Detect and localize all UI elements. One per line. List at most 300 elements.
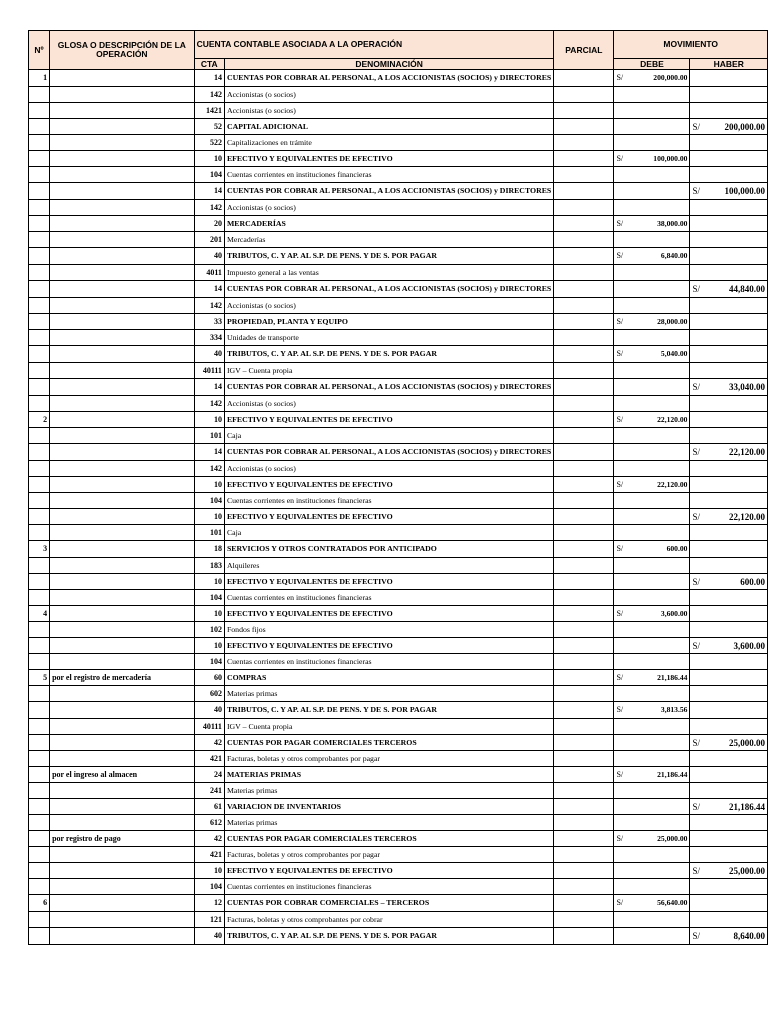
cell-parcial	[554, 493, 614, 509]
cell-debe	[614, 799, 690, 815]
cell-debe	[614, 525, 690, 541]
journal-table	[28, 30, 768, 945]
cell-no	[29, 428, 50, 444]
cell-denominacion: IGV – Cuenta propia	[224, 363, 553, 379]
header-haber: HABER	[690, 59, 768, 70]
table-row	[29, 135, 768, 151]
cell-parcial	[554, 815, 614, 831]
cell-denominacion: CUENTAS POR COBRAR AL PERSONAL, A LOS ACCIONISTAS (SOCIOS) y DIRECTORES	[224, 444, 553, 461]
cell-cta: 10	[194, 477, 224, 493]
currency-symbol: S/	[692, 511, 700, 522]
cell-debe	[614, 330, 690, 346]
cell-glosa	[50, 330, 195, 346]
cell-haber	[690, 135, 768, 151]
cell-haber	[690, 167, 768, 183]
cell-debe	[614, 119, 690, 135]
cell-debe	[614, 216, 690, 232]
cell-cta: 14	[194, 444, 224, 461]
cell-no	[29, 654, 50, 670]
cell-glosa	[50, 847, 195, 863]
cell-no	[29, 879, 50, 895]
cell-denominacion: Fondos fijos	[224, 622, 553, 638]
haber-amount: 100,000.00	[724, 186, 765, 196]
cell-glosa	[50, 248, 195, 265]
cell-denominacion: TRIBUTOS, C. Y AP. AL S.P. DE PENS. Y DE S. POR PAGAR	[224, 346, 553, 363]
cell-denominacion: Caja	[224, 428, 553, 444]
cell-glosa	[50, 879, 195, 895]
header-cta: CTA	[194, 59, 224, 70]
currency-symbol: S/	[616, 316, 624, 326]
currency-symbol: S/	[616, 769, 624, 779]
cell-no	[29, 735, 50, 751]
cell-cta: 142	[194, 461, 224, 477]
cell-parcial	[554, 412, 614, 428]
cell-debe	[614, 670, 690, 686]
table-row	[29, 379, 768, 396]
cell-parcial	[554, 87, 614, 103]
table-row	[29, 783, 768, 799]
cell-denominacion: EFECTIVO Y EQUIVALENTES DE EFECTIVO	[224, 412, 553, 428]
cell-cta: 101	[194, 428, 224, 444]
cell-denominacion: Materias primas	[224, 686, 553, 702]
cell-denominacion: EFECTIVO Y EQUIVALENTES DE EFECTIVO	[224, 509, 553, 525]
cell-glosa	[50, 638, 195, 654]
cell-no	[29, 847, 50, 863]
cell-debe	[614, 751, 690, 767]
cell-cta: 104	[194, 167, 224, 183]
cell-no	[29, 87, 50, 103]
cell-no: 3	[29, 541, 50, 558]
cell-glosa	[50, 928, 195, 945]
cell-haber	[690, 248, 768, 265]
cell-glosa	[50, 719, 195, 735]
cell-haber	[690, 346, 768, 363]
cell-haber	[690, 281, 768, 298]
cell-cta: 14	[194, 281, 224, 298]
cell-glosa: por el registro de mercadería	[50, 670, 195, 686]
table-row	[29, 396, 768, 412]
currency-symbol: S/	[616, 251, 624, 260]
table-row	[29, 574, 768, 590]
table-row	[29, 232, 768, 248]
table-row	[29, 509, 768, 525]
cell-no	[29, 151, 50, 167]
cell-cta: 10	[194, 151, 224, 167]
cell-cta: 12	[194, 895, 224, 912]
debe-amount: 28,000.00	[657, 316, 688, 326]
cell-haber	[690, 815, 768, 831]
cell-no	[29, 702, 50, 719]
cell-cta: 121	[194, 912, 224, 928]
cell-parcial	[554, 767, 614, 783]
cell-denominacion: SERVICIOS Y OTROS CONTRATADOS POR ANTICIPADO	[224, 541, 553, 558]
cell-debe	[614, 590, 690, 606]
cell-cta: 40	[194, 346, 224, 363]
cell-glosa	[50, 895, 195, 912]
cell-debe	[614, 574, 690, 590]
haber-amount: 22,120.00	[729, 511, 765, 522]
cell-no	[29, 574, 50, 590]
table-row	[29, 248, 768, 265]
cell-denominacion: Accionistas (o socios)	[224, 103, 553, 119]
cell-glosa	[50, 622, 195, 638]
cell-debe	[614, 444, 690, 461]
cell-debe	[614, 298, 690, 314]
cell-no: 1	[29, 70, 50, 87]
table-row	[29, 702, 768, 719]
cell-haber	[690, 879, 768, 895]
cell-glosa	[50, 493, 195, 509]
cell-no	[29, 590, 50, 606]
cell-haber	[690, 799, 768, 815]
cell-debe	[614, 265, 690, 281]
cell-cta: 40	[194, 702, 224, 719]
cell-parcial	[554, 702, 614, 719]
cell-haber	[690, 767, 768, 783]
cell-debe	[614, 379, 690, 396]
cell-haber	[690, 558, 768, 574]
cell-cta: 104	[194, 493, 224, 509]
cell-parcial	[554, 363, 614, 379]
cell-parcial	[554, 847, 614, 863]
table-row	[29, 831, 768, 847]
cell-glosa	[50, 412, 195, 428]
cell-haber	[690, 509, 768, 525]
cell-debe	[614, 815, 690, 831]
cell-haber	[690, 87, 768, 103]
cell-denominacion: Facturas, boletas y otros comprobantes por pagar	[224, 847, 553, 863]
cell-haber	[690, 654, 768, 670]
cell-debe	[614, 702, 690, 719]
cell-parcial	[554, 719, 614, 735]
currency-symbol: S/	[616, 672, 624, 682]
cell-denominacion: EFECTIVO Y EQUIVALENTES DE EFECTIVO	[224, 477, 553, 493]
table-row	[29, 928, 768, 945]
table-row	[29, 654, 768, 670]
currency-symbol: S/	[692, 801, 700, 812]
cell-parcial	[554, 396, 614, 412]
cell-cta: 142	[194, 87, 224, 103]
cell-denominacion: CUENTAS POR COBRAR AL PERSONAL, A LOS ACCIONISTAS (SOCIOS) y DIRECTORES	[224, 183, 553, 200]
cell-cta: 10	[194, 638, 224, 654]
cell-denominacion: EFECTIVO Y EQUIVALENTES DE EFECTIVO	[224, 606, 553, 622]
cell-no	[29, 396, 50, 412]
table-row	[29, 298, 768, 314]
cell-glosa	[50, 70, 195, 87]
cell-debe	[614, 928, 690, 945]
table-row	[29, 686, 768, 702]
table-row	[29, 638, 768, 654]
haber-amount: 200,000.00	[724, 121, 765, 132]
cell-parcial	[554, 509, 614, 525]
currency-symbol: S/	[616, 414, 624, 424]
cell-debe	[614, 735, 690, 751]
cell-cta: 40111	[194, 719, 224, 735]
cell-debe	[614, 638, 690, 654]
cell-cta: 40	[194, 928, 224, 945]
table-row	[29, 735, 768, 751]
cell-cta: 52	[194, 119, 224, 135]
cell-denominacion: PROPIEDAD, PLANTA Y EQUIPO	[224, 314, 553, 330]
haber-amount: 33,040.00	[729, 382, 765, 392]
debe-amount: 38,000.00	[657, 218, 688, 228]
cell-no	[29, 281, 50, 298]
cell-debe	[614, 783, 690, 799]
cell-no: 4	[29, 606, 50, 622]
cell-no	[29, 330, 50, 346]
table-row	[29, 346, 768, 363]
table-row	[29, 541, 768, 558]
cell-glosa	[50, 265, 195, 281]
cell-parcial	[554, 654, 614, 670]
cell-no: 2	[29, 412, 50, 428]
cell-parcial	[554, 265, 614, 281]
table-row	[29, 200, 768, 216]
cell-denominacion: MERCADERÍAS	[224, 216, 553, 232]
cell-parcial	[554, 622, 614, 638]
cell-no	[29, 379, 50, 396]
cell-haber	[690, 444, 768, 461]
debe-amount: 21,186.44	[657, 672, 688, 682]
cell-glosa	[50, 574, 195, 590]
cell-debe	[614, 477, 690, 493]
cell-cta: 61	[194, 799, 224, 815]
cell-haber	[690, 702, 768, 719]
header-glosa: GLOSA O DESCRIPCIÓN DE LA OPERACIÓN	[50, 31, 195, 70]
cell-denominacion: IGV – Cuenta propia	[224, 719, 553, 735]
cell-haber	[690, 622, 768, 638]
cell-glosa	[50, 558, 195, 574]
cell-no	[29, 525, 50, 541]
cell-haber	[690, 183, 768, 200]
cell-no	[29, 248, 50, 265]
cell-glosa	[50, 444, 195, 461]
cell-parcial	[554, 541, 614, 558]
cell-denominacion: VARIACION DE INVENTARIOS	[224, 799, 553, 815]
cell-glosa	[50, 346, 195, 363]
cell-debe	[614, 412, 690, 428]
haber-amount: 600.00	[740, 576, 765, 587]
cell-haber	[690, 265, 768, 281]
cell-no	[29, 346, 50, 363]
cell-debe	[614, 314, 690, 330]
cell-haber	[690, 477, 768, 493]
currency-symbol: S/	[692, 284, 700, 294]
cell-no	[29, 558, 50, 574]
cell-glosa: por registro de pago	[50, 831, 195, 847]
cell-glosa	[50, 461, 195, 477]
cell-debe	[614, 863, 690, 879]
cell-no	[29, 831, 50, 847]
debe-amount: 6,840.00	[660, 251, 688, 260]
debe-amount: 56,640.00	[657, 898, 688, 907]
header-movimiento: MOVIMIENTO	[614, 31, 768, 59]
table-row	[29, 606, 768, 622]
cell-denominacion: Facturas, boletas y otros comprobantes por cobrar	[224, 912, 553, 928]
cell-parcial	[554, 200, 614, 216]
table-row	[29, 670, 768, 686]
cell-debe	[614, 135, 690, 151]
cell-cta: 142	[194, 396, 224, 412]
cell-debe	[614, 767, 690, 783]
cell-cta: 421	[194, 847, 224, 863]
cell-denominacion: CAPITAL ADICIONAL	[224, 119, 553, 135]
debe-amount: 3,813.56	[660, 705, 688, 714]
cell-parcial	[554, 167, 614, 183]
cell-parcial	[554, 783, 614, 799]
debe-amount: 25,000.00	[657, 833, 688, 843]
debe-amount: 21,186.44	[657, 769, 688, 779]
cell-cta: 42	[194, 831, 224, 847]
currency-symbol: S/	[616, 898, 624, 907]
cell-cta: 14	[194, 379, 224, 396]
cell-cta: 10	[194, 574, 224, 590]
cell-debe	[614, 87, 690, 103]
cell-denominacion: Unidades de transporte	[224, 330, 553, 346]
cell-denominacion: Cuentas corrientes en instituciones financieras	[224, 879, 553, 895]
header-cuenta: CUENTA CONTABLE ASOCIADA A LA OPERACIÓN	[194, 31, 554, 59]
cell-parcial	[554, 928, 614, 945]
table-row	[29, 444, 768, 461]
cell-parcial	[554, 330, 614, 346]
cell-glosa	[50, 200, 195, 216]
cell-cta: 40	[194, 248, 224, 265]
currency-symbol: S/	[616, 544, 624, 553]
cell-glosa	[50, 815, 195, 831]
table-row	[29, 863, 768, 879]
cell-parcial	[554, 558, 614, 574]
table-row	[29, 119, 768, 135]
cell-haber	[690, 590, 768, 606]
cell-denominacion: Cuentas corrientes en instituciones financieras	[224, 654, 553, 670]
cell-cta: 104	[194, 590, 224, 606]
cell-cta: 1421	[194, 103, 224, 119]
cell-parcial	[554, 232, 614, 248]
table-row	[29, 461, 768, 477]
table-row	[29, 428, 768, 444]
table-row	[29, 767, 768, 783]
cell-haber	[690, 200, 768, 216]
table-row	[29, 815, 768, 831]
cell-no	[29, 622, 50, 638]
currency-symbol: S/	[692, 382, 700, 392]
cell-cta: 421	[194, 751, 224, 767]
cell-debe	[614, 183, 690, 200]
cell-debe	[614, 363, 690, 379]
cell-glosa	[50, 396, 195, 412]
cell-debe	[614, 151, 690, 167]
cell-glosa	[50, 590, 195, 606]
cell-glosa	[50, 119, 195, 135]
cell-parcial	[554, 346, 614, 363]
cell-haber	[690, 330, 768, 346]
cell-denominacion: Materias primas	[224, 783, 553, 799]
cell-glosa	[50, 525, 195, 541]
cell-parcial	[554, 590, 614, 606]
table-row	[29, 525, 768, 541]
table-row	[29, 493, 768, 509]
cell-debe	[614, 831, 690, 847]
cell-parcial	[554, 831, 614, 847]
cell-no	[29, 751, 50, 767]
cell-cta: 102	[194, 622, 224, 638]
cell-denominacion: CUENTAS POR COBRAR COMERCIALES – TERCEROS	[224, 895, 553, 912]
cell-glosa	[50, 799, 195, 815]
cell-haber	[690, 541, 768, 558]
cell-haber	[690, 232, 768, 248]
cell-haber	[690, 363, 768, 379]
cell-no	[29, 167, 50, 183]
cell-no	[29, 216, 50, 232]
currency-symbol: S/	[692, 576, 700, 587]
cell-denominacion: Mercaderías	[224, 232, 553, 248]
cell-haber	[690, 912, 768, 928]
currency-symbol: S/	[692, 931, 700, 941]
cell-cta: 33	[194, 314, 224, 330]
cell-haber	[690, 895, 768, 912]
cell-no	[29, 200, 50, 216]
table-row	[29, 70, 768, 87]
cell-glosa	[50, 541, 195, 558]
cell-parcial	[554, 895, 614, 912]
cell-glosa	[50, 379, 195, 396]
currency-symbol: S/	[616, 833, 624, 843]
cell-no	[29, 444, 50, 461]
cell-parcial	[554, 525, 614, 541]
cell-haber	[690, 638, 768, 654]
cell-haber	[690, 119, 768, 135]
cell-debe	[614, 346, 690, 363]
cell-denominacion: EFECTIVO Y EQUIVALENTES DE EFECTIVO	[224, 574, 553, 590]
cell-glosa	[50, 216, 195, 232]
cell-haber	[690, 428, 768, 444]
cell-denominacion: COMPRAS	[224, 670, 553, 686]
cell-haber	[690, 216, 768, 232]
currency-symbol: S/	[692, 447, 700, 457]
currency-symbol: S/	[616, 349, 624, 358]
cell-glosa	[50, 183, 195, 200]
cell-debe	[614, 847, 690, 863]
haber-amount: 21,186.44	[729, 801, 765, 812]
cell-parcial	[554, 606, 614, 622]
haber-amount: 3,600.00	[733, 640, 765, 651]
cell-debe	[614, 428, 690, 444]
cell-no: 6	[29, 895, 50, 912]
cell-debe	[614, 461, 690, 477]
table-header	[29, 31, 768, 70]
cell-cta: 522	[194, 135, 224, 151]
cell-cta: 10	[194, 509, 224, 525]
cell-denominacion: CUENTAS POR COBRAR AL PERSONAL, A LOS ACCIONISTAS (SOCIOS) y DIRECTORES	[224, 70, 553, 87]
cell-haber	[690, 461, 768, 477]
cell-no	[29, 912, 50, 928]
cell-denominacion: Materias primas	[224, 815, 553, 831]
table-row	[29, 167, 768, 183]
cell-parcial	[554, 314, 614, 330]
cell-parcial	[554, 735, 614, 751]
table-row	[29, 281, 768, 298]
cell-denominacion: EFECTIVO Y EQUIVALENTES DE EFECTIVO	[224, 638, 553, 654]
cell-cta: 42	[194, 735, 224, 751]
cell-debe	[614, 912, 690, 928]
cell-haber	[690, 863, 768, 879]
cell-parcial	[554, 444, 614, 461]
cell-debe	[614, 281, 690, 298]
cell-no	[29, 265, 50, 281]
cell-no: 5	[29, 670, 50, 686]
currency-symbol: S/	[692, 640, 700, 651]
cell-glosa	[50, 606, 195, 622]
